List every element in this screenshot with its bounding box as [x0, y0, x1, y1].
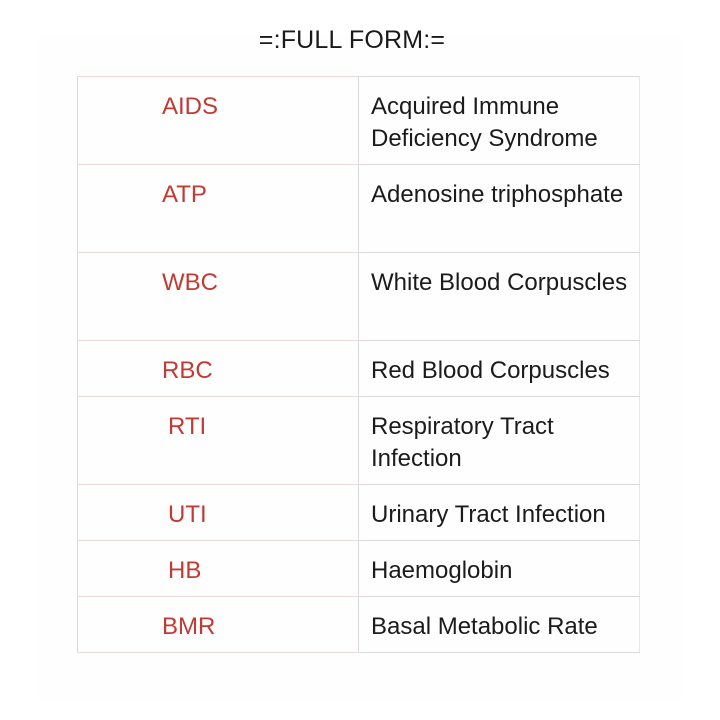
table-row	[78, 485, 640, 541]
full-form-cell	[359, 165, 640, 253]
full-form-text: Adenosine triphosphate	[371, 181, 624, 208]
abbreviation-text: WBC	[162, 269, 218, 296]
full-form-text: Red Blood Corpuscles	[371, 357, 610, 384]
full-form-cell	[359, 397, 640, 485]
full-form-text: Basal Metabolic Rate	[371, 613, 598, 640]
full-form-text: Respiratory Tract Infection	[371, 413, 554, 472]
full-form-text: Acquired Immune Deficiency Syndrome	[371, 93, 598, 152]
abbreviation-cell	[78, 541, 359, 597]
abbreviation-cell	[78, 165, 359, 253]
full-form-text: White Blood Corpuscles	[371, 269, 628, 296]
full-form-cell	[359, 597, 640, 653]
abbreviation-text: ATP	[162, 181, 207, 208]
table-row	[78, 165, 640, 253]
abbreviation-cell	[78, 253, 359, 341]
full-form-cell	[359, 485, 640, 541]
abbreviation-text: AIDS	[162, 93, 219, 120]
abbreviation-cell	[78, 397, 359, 485]
abbreviation-cell	[78, 341, 359, 397]
full-form-text: Haemoglobin	[371, 557, 513, 584]
table-row	[78, 77, 640, 165]
full-form-cell	[359, 253, 640, 341]
abbreviation-cell	[78, 597, 359, 653]
page-title: =:FULL FORM:=	[258, 26, 446, 54]
abbreviation-text: RTI	[168, 413, 207, 440]
table-row	[78, 541, 640, 597]
full-form-cell	[359, 341, 640, 397]
abbreviation-cell	[78, 77, 359, 165]
full-form-cell	[359, 77, 640, 165]
full-form-table	[77, 76, 640, 653]
table-row	[78, 597, 640, 653]
abbreviation-cell	[78, 485, 359, 541]
full-form-cell	[359, 541, 640, 597]
abbreviation-text: UTI	[168, 501, 207, 528]
table-row	[78, 397, 640, 485]
table-row	[78, 253, 640, 341]
abbreviation-text: RBC	[162, 357, 213, 384]
abbreviation-text: BMR	[162, 613, 216, 640]
table-row	[78, 341, 640, 397]
abbreviation-text: HB	[168, 557, 202, 584]
full-form-text: Urinary Tract Infection	[371, 501, 606, 528]
